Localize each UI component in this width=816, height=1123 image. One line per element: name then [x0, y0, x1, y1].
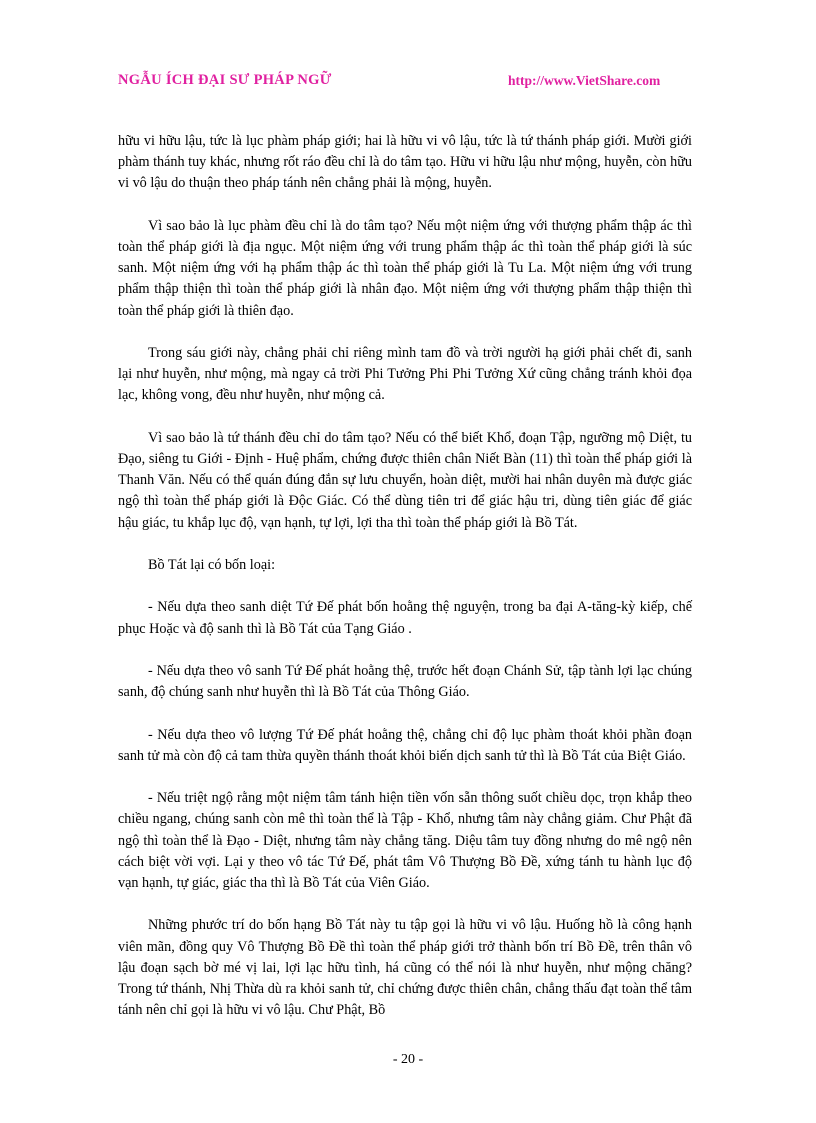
paragraph: Trong sáu giới này, chẳng phải chỉ riêng mình tam đồ và trời người hạ giới phải chết đi, sanh lại như huyễn, như mộng, mà ngay cả trời Phi Tưởng Phi Phi Tưởng Xứ cũng chẳng tránh khỏi đọa lạc, không vong, đều như huyễn, như mộng cả. [118, 345, 692, 404]
paragraph: - Nếu dựa theo vô sanh Tứ Đế phát hoằng thệ, trước hết đoạn Chánh Sử, tập tành lợi lạc chúng sanh, độ chúng sanh như huyễn thì là Bồ Tát của Thông Giáo. [118, 662, 692, 701]
header-url[interactable]: http://www.VietShare.com [508, 73, 661, 88]
paragraph: - Nếu dựa theo sanh diệt Tứ Đế phát bốn hoằng thệ nguyện, trong ba đại A-tăng-kỳ kiếp, chế phục Hoặc và độ sanh thì là Bồ Tát của Tạng Giáo . [118, 599, 692, 637]
document-body [118, 131, 692, 1043]
paragraph: Bồ Tát lại có bốn loại: [148, 557, 276, 573]
paragraph: Những phước trí do bốn hạng Bồ Tát này tu tập gọi là hữu vi vô lậu. Huống hồ là công hạnh viên mãn, đồng quy Vô Thượng Bồ Đề thì toàn thể pháp giới trở thành bốn trí Bồ Đề, trên thân vô lậu đoạn sạch bờ mé vị lai, lợi lạc hữu tình, há cũng có thể nói là như huyễn, như mộng chăng? Trong tứ thánh, Nhị Thừa dù ra khỏi sanh tử, chỉ chứng được thiên chân, chẳng thấu đạt toàn thể tâm tánh nên chỉ gọi là hữu vi vô lậu. Chư Phật, Bồ [118, 917, 692, 1019]
page-number: - 20 - [392, 1052, 424, 1067]
header-title: NGẪU ÍCH ĐẠI SƯ PHÁP NGỮ [118, 72, 332, 88]
paragraph: Vì sao bảo là lục phàm đều chỉ là do tâm tạo? Nếu một niệm ứng với thượng phẩm thập ác thì toàn thể pháp giới là địa ngục. Một niệm ứng với trung phẩm thập ác thì toàn thể pháp giới là súc sanh. Một niệm ứng với hạ phẩm thập ác thì toàn thể pháp giới là Tu La. Một niệm ứng với trung phẩm thập thiện thì toàn thể pháp giới là nhân đạo. Một niệm ứng với thượng phẩm thập thiện thì toàn thể pháp giới là thiên đạo. [118, 217, 692, 319]
paragraph: - Nếu triệt ngộ rằng một niệm tâm tánh hiện tiền vốn sẵn thông suốt chiều dọc, trọn khắp theo chiều ngang, chúng sanh còn mê thì toàn thể là Tập - Khổ, nhưng tâm này chẳng giảm. Chư Phật đã ngộ thì toàn thể là Đạo - Diệt, nhưng tâm này chẳng tăng. Diệu tâm tuy đồng nhưng do mê ngộ nên cách biệt vời vợi. Lại y theo vô tác Tứ Đế, phát tâm Vô Thượng Bồ Đề, xứng tánh tu hành lục độ vạn hạnh, tự giác, giác tha thì là Bồ Tát của Viên Giáo. [118, 790, 692, 891]
page-header [118, 72, 698, 94]
paragraph: Vì sao bảo là tứ thánh đều chỉ do tâm tạo? Nếu có thể biết Khổ, đoạn Tập, ngưỡng mộ Diệt, tu Đạo, siêng tu Giới - Định - Huệ phẩm, chứng được thiên chân Niết Bàn (11) thì toàn thể pháp giới là Thanh Văn. Nếu có thể quán đúng đắn sự lưu chuyển, hoàn diệt, mười hai nhân duyên mà được giác ngộ thì toàn thể pháp giới là Độc Giác. Có thể dùng tiên tri để giác hậu tri, dùng tiên giác để giác hậu giác, tu khắp lục độ, vạn hạnh, tự lợi, lợi tha thì toàn thể pháp giới là Bồ Tát. [118, 429, 692, 531]
paragraph: hữu vi hữu lậu, tức là lục phàm pháp giới; hai là hữu vi vô lậu, tức là tứ thánh pháp giới. Mười giới phàm thánh tuy khác, nhưng rốt ráo đều chỉ là do tâm tạo. Hữu vi hữu lậu như mộng, huyễn, còn hữu vi vô lậu do thuận theo pháp tánh nên chẳng phải là mộng, huyễn. [118, 133, 692, 192]
paragraph: - Nếu dựa theo vô lượng Tứ Đế phát hoằng thệ, chẳng chỉ độ lục phàm thoát khỏi phần đoạn sanh tử mà còn độ cả tam thừa quyền thánh thoát khỏi biến dịch sanh tử thì là Bồ Tát của Biệt Giáo. [118, 726, 692, 764]
